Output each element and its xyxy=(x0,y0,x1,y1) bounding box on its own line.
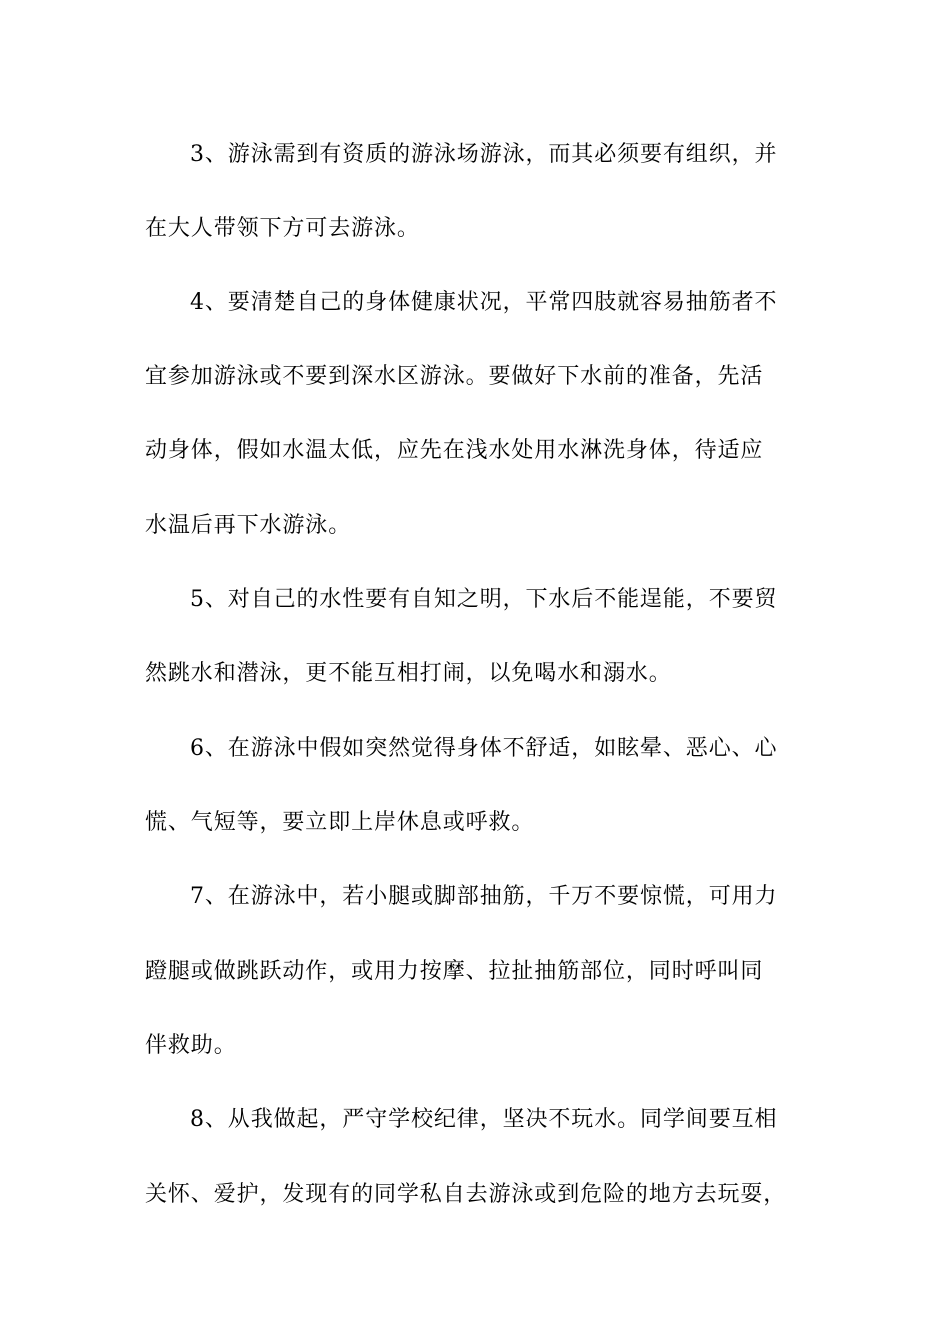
paragraph-6-line-2: 慌、气短等，要立即上岸休息或呼救。 xyxy=(145,810,535,835)
paragraph-5-line-2: 然跳水和潜泳，更不能互相打闹，以免喝水和溺水。 xyxy=(145,661,672,686)
paragraph-4-line-4: 水温后再下水游泳。 xyxy=(145,513,352,538)
paragraph-3-line-1: 3、游泳需到有资质的游泳场游泳，而其必须要有组织，并 xyxy=(190,142,778,167)
paragraph-7-line-1: 7、在游泳中，若小腿或脚部抽筋，千万不要惊慌，可用力 xyxy=(190,884,778,909)
paragraph-7-line-3: 伴救助。 xyxy=(145,1033,237,1058)
paragraph-8-line-1: 8、从我做起，严守学校纪律，坚决不玩水。同学间要互相 xyxy=(190,1107,778,1132)
paragraph-6-line-1: 6、在游泳中假如突然觉得身体不舒适，如眩晕、恶心、心 xyxy=(190,736,778,761)
paragraph-5-line-1: 5、对自己的水性要有自知之明，下水后不能逞能，不要贸 xyxy=(190,587,778,612)
paragraph-4-line-2: 宜参加游泳或不要到深水区游泳。要做好下水前的准备，先活 xyxy=(145,364,764,389)
paragraph-4-line-3: 动身体，假如水温太低，应先在浅水处用水淋洗身体，待适应 xyxy=(145,438,764,463)
paragraph-3-line-2: 在大人带领下方可去游泳。 xyxy=(145,216,420,241)
paragraph-7-line-2: 蹬腿或做跳跃动作，或用力按摩、拉扯抽筋部位，同时呼叫同 xyxy=(145,959,764,984)
paragraph-4-line-1: 4、要清楚自己的身体健康状况，平常四肢就容易抽筋者不 xyxy=(190,290,778,315)
paragraph-8-line-2: 关怀、爱护，发现有的同学私自去游泳或到危险的地方去玩耍， xyxy=(145,1182,787,1207)
